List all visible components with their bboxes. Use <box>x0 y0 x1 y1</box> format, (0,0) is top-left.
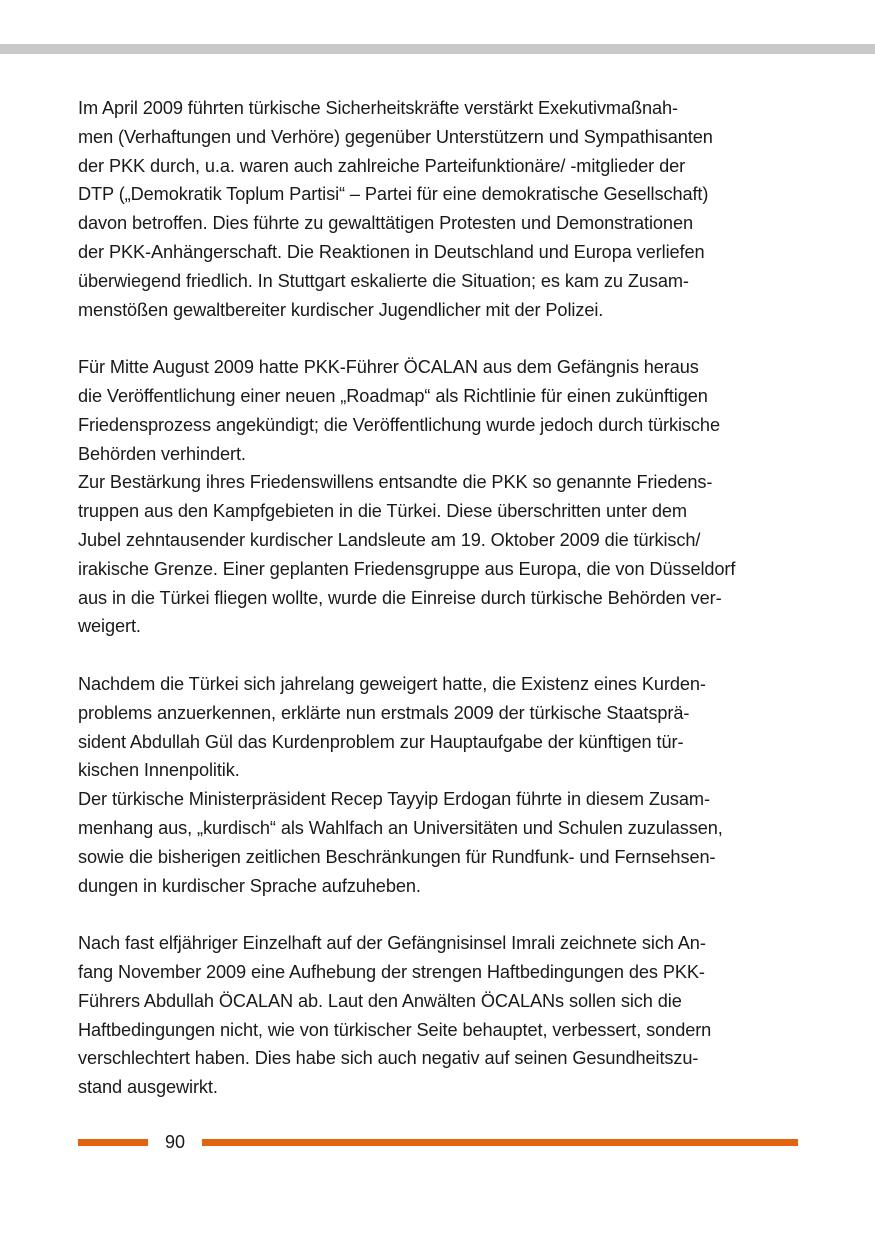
paragraph-4 <box>78 929 798 1102</box>
text-line: davon betroffen. Dies führte zu gewalttätigen Protesten und Demonstrationen <box>78 213 693 234</box>
text-line: men (Verhaftungen und Verhöre) gegenüber Unterstützern und Sympathisanten <box>78 126 713 147</box>
text-line: Friedensprozess angekündigt; die Veröffentlichung wurde jedoch durch türkische <box>78 414 720 435</box>
header-divider-bar <box>0 44 875 54</box>
footer-accent-bar-left <box>78 1139 148 1146</box>
text-line: überwiegend friedlich. In Stuttgart eskalierte die Situation; es kam zu Zusam- <box>78 270 689 291</box>
text-line: der PKK durch, u.a. waren auch zahlreiche Parteifunktionäre/ -mitglieder der <box>78 155 686 176</box>
text-line: sident Abdullah Gül das Kurdenproblem zur Hauptaufgabe der künftigen tür- <box>78 731 684 752</box>
paragraph-3 <box>78 670 798 900</box>
text-line: truppen aus den Kampfgebieten in die Türkei. Diese überschritten unter dem <box>78 501 687 522</box>
document-body <box>78 94 798 1102</box>
footer-accent-bar-right <box>202 1139 798 1146</box>
text-line: stand ausgewirkt. <box>78 1077 218 1098</box>
paragraph-gap <box>78 324 798 353</box>
text-line: Nachdem die Türkei sich jahrelang geweigert hatte, die Existenz eines Kurden- <box>78 673 706 694</box>
text-line: verschlechtert haben. Dies habe sich auch negativ auf seinen Gesundheitszu- <box>78 1048 699 1069</box>
text-line: irakische Grenze. Einer geplanten Friedensgruppe aus Europa, die von Düsseldorf <box>78 558 736 579</box>
paragraph-gap <box>78 641 798 670</box>
text-line: Jubel zehntausender kurdischer Landsleute am 19. Oktober 2009 die türkisch/ <box>78 529 701 550</box>
text-line: der PKK-Anhängerschaft. Die Reaktionen in Deutschland und Europa verliefen <box>78 241 705 262</box>
text-line: Nach fast elfjähriger Einzelhaft auf der Gefängnisinsel Imrali zeichnete sich An- <box>78 933 706 954</box>
paragraph-2 <box>78 353 798 641</box>
text-line: sowie die bisherigen zeitlichen Beschränkungen für Rundfunk- und Fernsehsen- <box>78 846 716 867</box>
text-line: Haftbedingungen nicht, wie von türkischer Seite behauptet, verbessert, sondern <box>78 1019 712 1040</box>
text-line: Der türkische Ministerpräsident Recep Tayyip Erdogan führte in diesem Zusam- <box>78 789 710 810</box>
text-line: Zur Bestärkung ihres Friedenswillens entsandte die PKK so genannte Friedens- <box>78 472 713 493</box>
text-line: Behörden verhindert. <box>78 443 246 464</box>
text-line: die Veröffentlichung einer neuen „Roadmap“ als Richtlinie für einen zukünftigen <box>78 385 708 406</box>
text-line: aus in die Türkei fliegen wollte, wurde die Einreise durch türkische Behörden ver- <box>78 587 722 608</box>
text-line: dungen in kurdischer Sprache aufzuheben. <box>78 875 421 896</box>
text-line: Im April 2009 führten türkische Sicherheitskräfte verstärkt Exekutivmaßnah- <box>78 98 679 118</box>
text-line: weigert. <box>78 616 141 637</box>
text-line: DTP („Demokratik Toplum Partisi“ – Partei für eine demokratische Gesellschaft) <box>78 184 709 205</box>
paragraph-gap <box>78 900 798 929</box>
text-line: fang November 2009 eine Aufhebung der strengen Haftbedingungen des PKK- <box>78 961 705 982</box>
text-line: kischen Innenpolitik. <box>78 760 240 781</box>
page-number: 90 <box>164 1132 186 1152</box>
text-line: menhang aus, „kurdisch“ als Wahlfach an Universitäten und Schulen zuzulassen, <box>78 817 723 838</box>
text-line: problems anzuerkennen, erklärte nun erstmals 2009 der türkische Staatsprä- <box>78 702 690 723</box>
paragraph-1 <box>78 94 798 324</box>
text-line: menstößen gewaltbereiter kurdischer Jugendlicher mit der Polizei. <box>78 299 604 320</box>
text-line: Für Mitte August 2009 hatte PKK-Führer ÖCALAN aus dem Gefängnis heraus <box>78 357 699 378</box>
text-line: Führers Abdullah ÖCALAN ab. Laut den Anwälten ÖCALANs sollen sich die <box>78 990 682 1011</box>
